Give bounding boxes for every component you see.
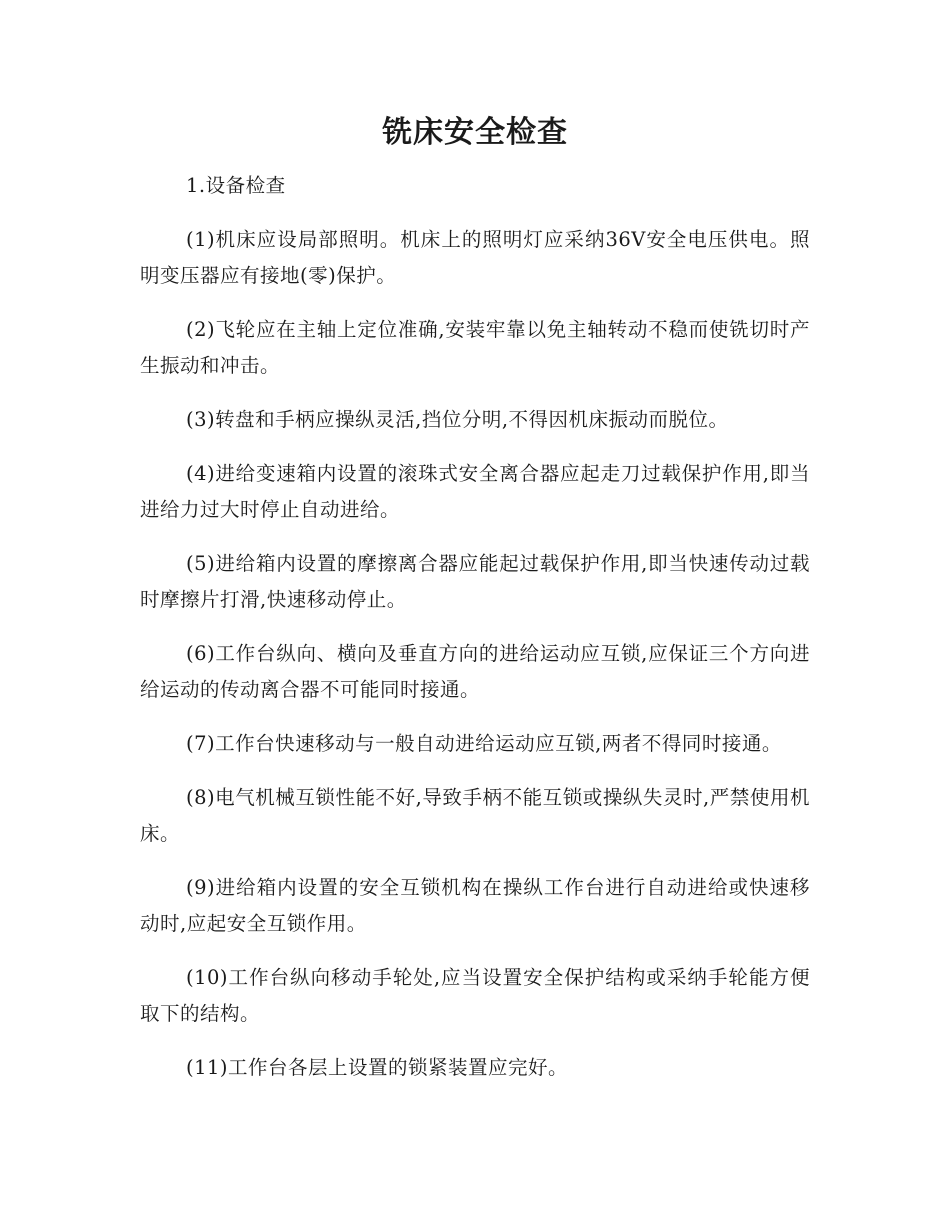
document-title: 铣床安全检查 [382, 115, 568, 150]
list-item: (2)飞轮应在主轴上定位准确,安装牢靠以免主轴转动不稳而使铣切时产生振动和冲击。 [140, 318, 810, 377]
list-item: (7)工作台快速移动与一般自动进给运动应互锁,两者不得同时接通。 [186, 732, 782, 755]
list-item: (1)机床应设局部照明。机床上的照明灯应采纳36V安全电压供电。照明变压器应有接地(零)保护。 [140, 228, 810, 287]
list-item: (3)转盘和手柄应操纵灵活,挡位分明,不得因机床振动而脱位。 [186, 408, 729, 431]
list-item: (8)电气机械互锁性能不好,导致手柄不能互锁或操纵失灵时,严禁使用机床。 [140, 786, 810, 845]
section-heading: 1.设备检查 [186, 174, 286, 197]
list-item: (9)进给箱内设置的安全互锁机构在操纵工作台进行自动进给或快速移动时,应起安全互锁作用。 [140, 876, 810, 935]
list-item: (10)工作台纵向移动手轮处,应当设置安全保护结构或采纳手轮能方便取下的结构。 [140, 966, 810, 1025]
list-item: (4)进给变速箱内设置的滚珠式安全离合器应起走刀过载保护作用,即当进给力过大时停止自动进给。 [140, 462, 810, 521]
list-item: (5)进给箱内设置的摩擦离合器应能起过载保护作用,即当快速传动过载时摩擦片打滑,快速移动停止。 [140, 552, 810, 611]
list-item: (11)工作台各层上设置的锁紧装置应完好。 [186, 1056, 569, 1079]
list-item: (6)工作台纵向、横向及垂直方向的进给运动应互锁,应保证三个方向进给运动的传动离合器不可能同时接通。 [140, 642, 810, 701]
